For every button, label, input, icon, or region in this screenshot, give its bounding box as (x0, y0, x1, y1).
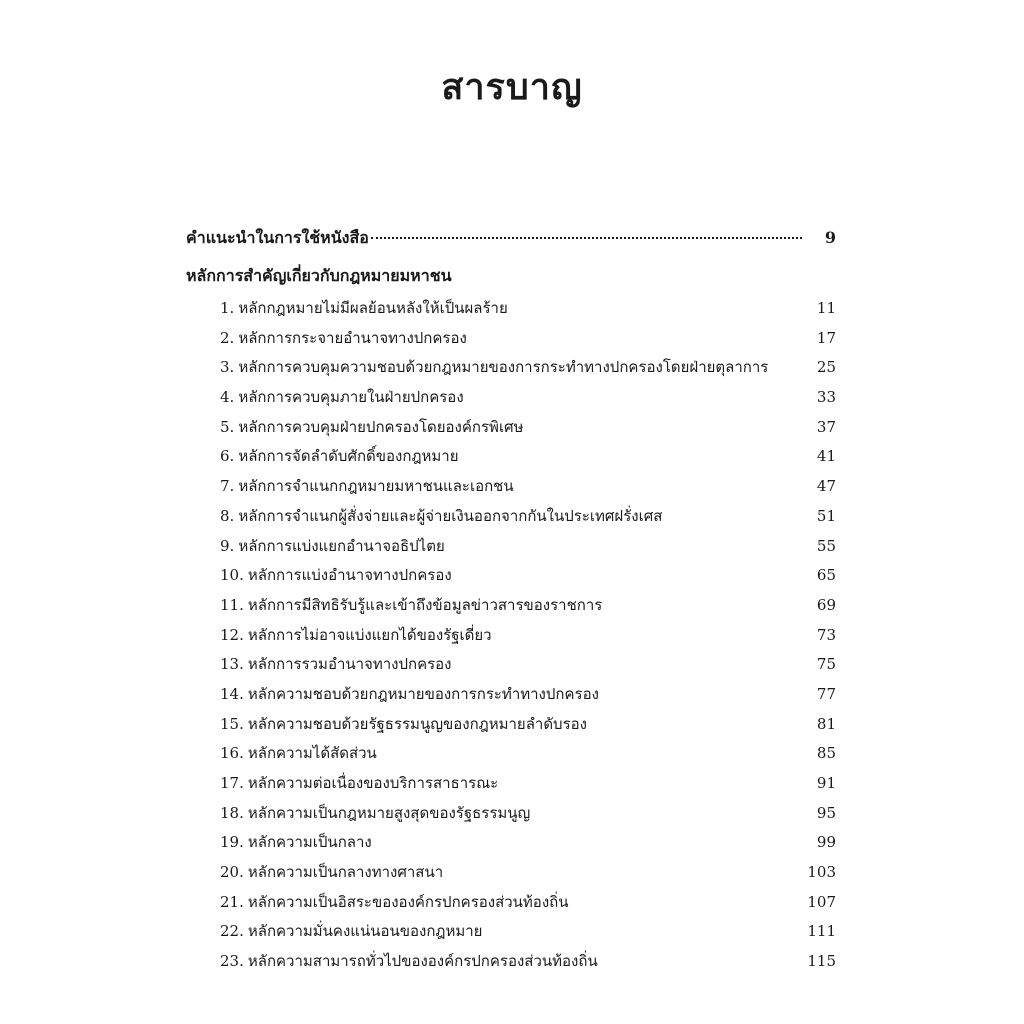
intro-label: คำแนะนำในการใช้หนังสือ (186, 228, 369, 247)
toc-entry-number: 18. (220, 803, 244, 822)
toc-entry-number: 8. (220, 506, 235, 525)
toc-entry (186, 563, 836, 593)
toc-entry-title: หลักความชอบด้วยรัฐธรรมนูญของกฎหมายลำดับรอง (247, 714, 587, 733)
toc-entry-number: 1. (220, 299, 235, 317)
toc-entry-title: หลักกฎหมายไม่มีผลย้อนหลังให้เป็นผลร้าย (238, 299, 508, 317)
toc-entry-title: หลักการควบคุมฝ่ายปกครองโดยองค์กรพิเศษ (238, 417, 524, 436)
toc-entry-number: 10. (220, 566, 244, 585)
toc-entry-title: หลักความชอบด้วยกฎหมายของการกระทำทางปกครอง (247, 684, 599, 703)
toc-entry (186, 919, 836, 949)
table-of-contents (186, 226, 836, 979)
toc-entry-number: 23. (220, 952, 244, 971)
toc-entry-page: 65 (816, 566, 836, 585)
toc-entry-number: 14. (220, 684, 244, 703)
toc-entry-number: 22. (220, 922, 244, 941)
toc-entry-number: 5. (220, 417, 235, 436)
toc-entry-title: หลักการจำแนกกฎหมายมหาชนและเอกชน (238, 477, 514, 496)
toc-entry-list (186, 296, 836, 979)
toc-entry-page: 17 (816, 328, 836, 347)
toc-entry (186, 712, 836, 742)
toc-entry-page: 33 (816, 388, 836, 407)
toc-entry-number: 6. (220, 447, 235, 466)
toc-entry-title: หลักการควบคุมภายในฝ่ายปกครอง (238, 388, 464, 407)
toc-entry (186, 949, 836, 979)
toc-entry-number: 21. (220, 892, 244, 911)
toc-entry (186, 415, 836, 445)
toc-entry-number: 17. (220, 774, 244, 792)
toc-entry-number: 20. (220, 863, 244, 882)
toc-entry-number: 11. (220, 595, 244, 614)
toc-entry-number: 3. (220, 358, 235, 377)
toc-entry-title: หลักความได้สัดส่วน (247, 744, 377, 763)
toc-entry-page: 55 (816, 536, 836, 555)
toc-entry (186, 326, 836, 356)
toc-entry-title: หลักการรวมอำนาจทางปกครอง (247, 655, 452, 674)
toc-entry-number: 16. (220, 744, 244, 763)
toc-entry (186, 801, 836, 831)
toc-entry (186, 385, 836, 415)
toc-entry (186, 860, 836, 890)
toc-entry-page: 95 (816, 803, 836, 822)
toc-entry (186, 890, 836, 920)
toc-entry-title: หลักการมีสิทธิรับรู้และเข้าถึงข้อมูลข่าวสารของราชการ (247, 595, 603, 614)
toc-entry-page: 103 (807, 863, 836, 882)
toc-entry-title: หลักความมั่นคงแน่นอนของกฎหมาย (247, 922, 483, 941)
intro-page-number: 9 (824, 228, 836, 247)
toc-entry-page: 37 (816, 417, 836, 436)
toc-entry-number: 9. (220, 536, 235, 555)
toc-entry-page: 47 (816, 477, 836, 496)
toc-entry (186, 444, 836, 474)
toc-entry-title: หลักการแบ่งอำนาจทางปกครอง (247, 566, 452, 585)
toc-entry-title: หลักการจัดลำดับศักดิ์ของกฎหมาย (238, 447, 459, 466)
section-heading: หลักการสำคัญเกี่ยวกับกฎหมายมหาชน (186, 266, 452, 285)
toc-entry (186, 682, 836, 712)
toc-entry (186, 623, 836, 653)
toc-entry (186, 296, 836, 326)
toc-entry (186, 593, 836, 623)
toc-entry-title: หลักการกระจายอำนาจทางปกครอง (238, 328, 467, 347)
toc-entry-page: 81 (816, 714, 836, 733)
toc-entry-number: 19. (220, 833, 244, 852)
toc-entry (186, 474, 836, 504)
toc-entry-number: 4. (220, 388, 235, 407)
toc-entry-number: 2. (220, 328, 235, 347)
toc-entry-page: 77 (816, 684, 836, 703)
toc-entry-number: 15. (220, 714, 244, 733)
dot-leader (371, 237, 802, 239)
toc-entry-page: 41 (816, 447, 836, 466)
toc-entry-title: หลักความเป็นกลางทางศาสนา (247, 863, 444, 882)
toc-entry-page: 99 (816, 833, 836, 852)
toc-entry-title: หลักความต่อเนื่องของบริการสาธารณะ (247, 774, 499, 792)
toc-entry-title: หลักการจำแนกผู้สั่งจ่ายและผู้จ่ายเงินออกจากกันในประเทศฝรั่งเศส (238, 506, 663, 525)
toc-entry-title: หลักความเป็นกฎหมายสูงสุดของรัฐธรรมนูญ (247, 803, 531, 822)
toc-entry-page: 115 (807, 952, 836, 971)
toc-entry-title: หลักการแบ่งแยกอำนาจอธิปไตย (238, 536, 445, 555)
toc-entry (186, 652, 836, 682)
toc-entry-number: 12. (220, 625, 244, 644)
toc-entry-page: 75 (816, 655, 836, 674)
toc-entry-page: 73 (816, 625, 836, 644)
toc-entry-title: หลักการควบคุมความชอบด้วยกฎหมายของการกระทำทางปกครองโดยฝ่ายตุลาการ (238, 358, 769, 377)
toc-entry-title: หลักความเป็นกลาง (247, 833, 372, 852)
toc-entry-page: 91 (816, 774, 836, 792)
toc-entry-page: 51 (816, 506, 836, 525)
toc-entry-number: 13. (220, 655, 244, 674)
toc-entry-page: 69 (816, 595, 836, 614)
toc-entry-page: 111 (807, 922, 836, 941)
toc-entry-page: 107 (807, 892, 836, 911)
toc-entry (186, 741, 836, 771)
toc-entry (186, 830, 836, 860)
toc-entry (186, 355, 836, 385)
toc-entry-page: 85 (816, 744, 836, 763)
toc-entry (186, 504, 836, 534)
toc-entry (186, 771, 836, 801)
toc-entry-page: 25 (816, 358, 836, 377)
toc-entry (186, 534, 836, 564)
toc-entry-number: 7. (220, 477, 235, 496)
toc-entry-title: หลักความเป็นอิสระขององค์กรปกครองส่วนท้องถิ่น (247, 892, 569, 911)
toc-entry-title: หลักความสามารถทั่วไปขององค์กรปกครองส่วนท้องถิ่น (247, 952, 598, 971)
toc-intro-row (186, 226, 836, 252)
toc-entry-page: 11 (816, 299, 836, 317)
page-title: สารบาญ (441, 66, 583, 108)
toc-entry-title: หลักการไม่อาจแบ่งแยกได้ของรัฐเดี่ยว (247, 625, 492, 644)
